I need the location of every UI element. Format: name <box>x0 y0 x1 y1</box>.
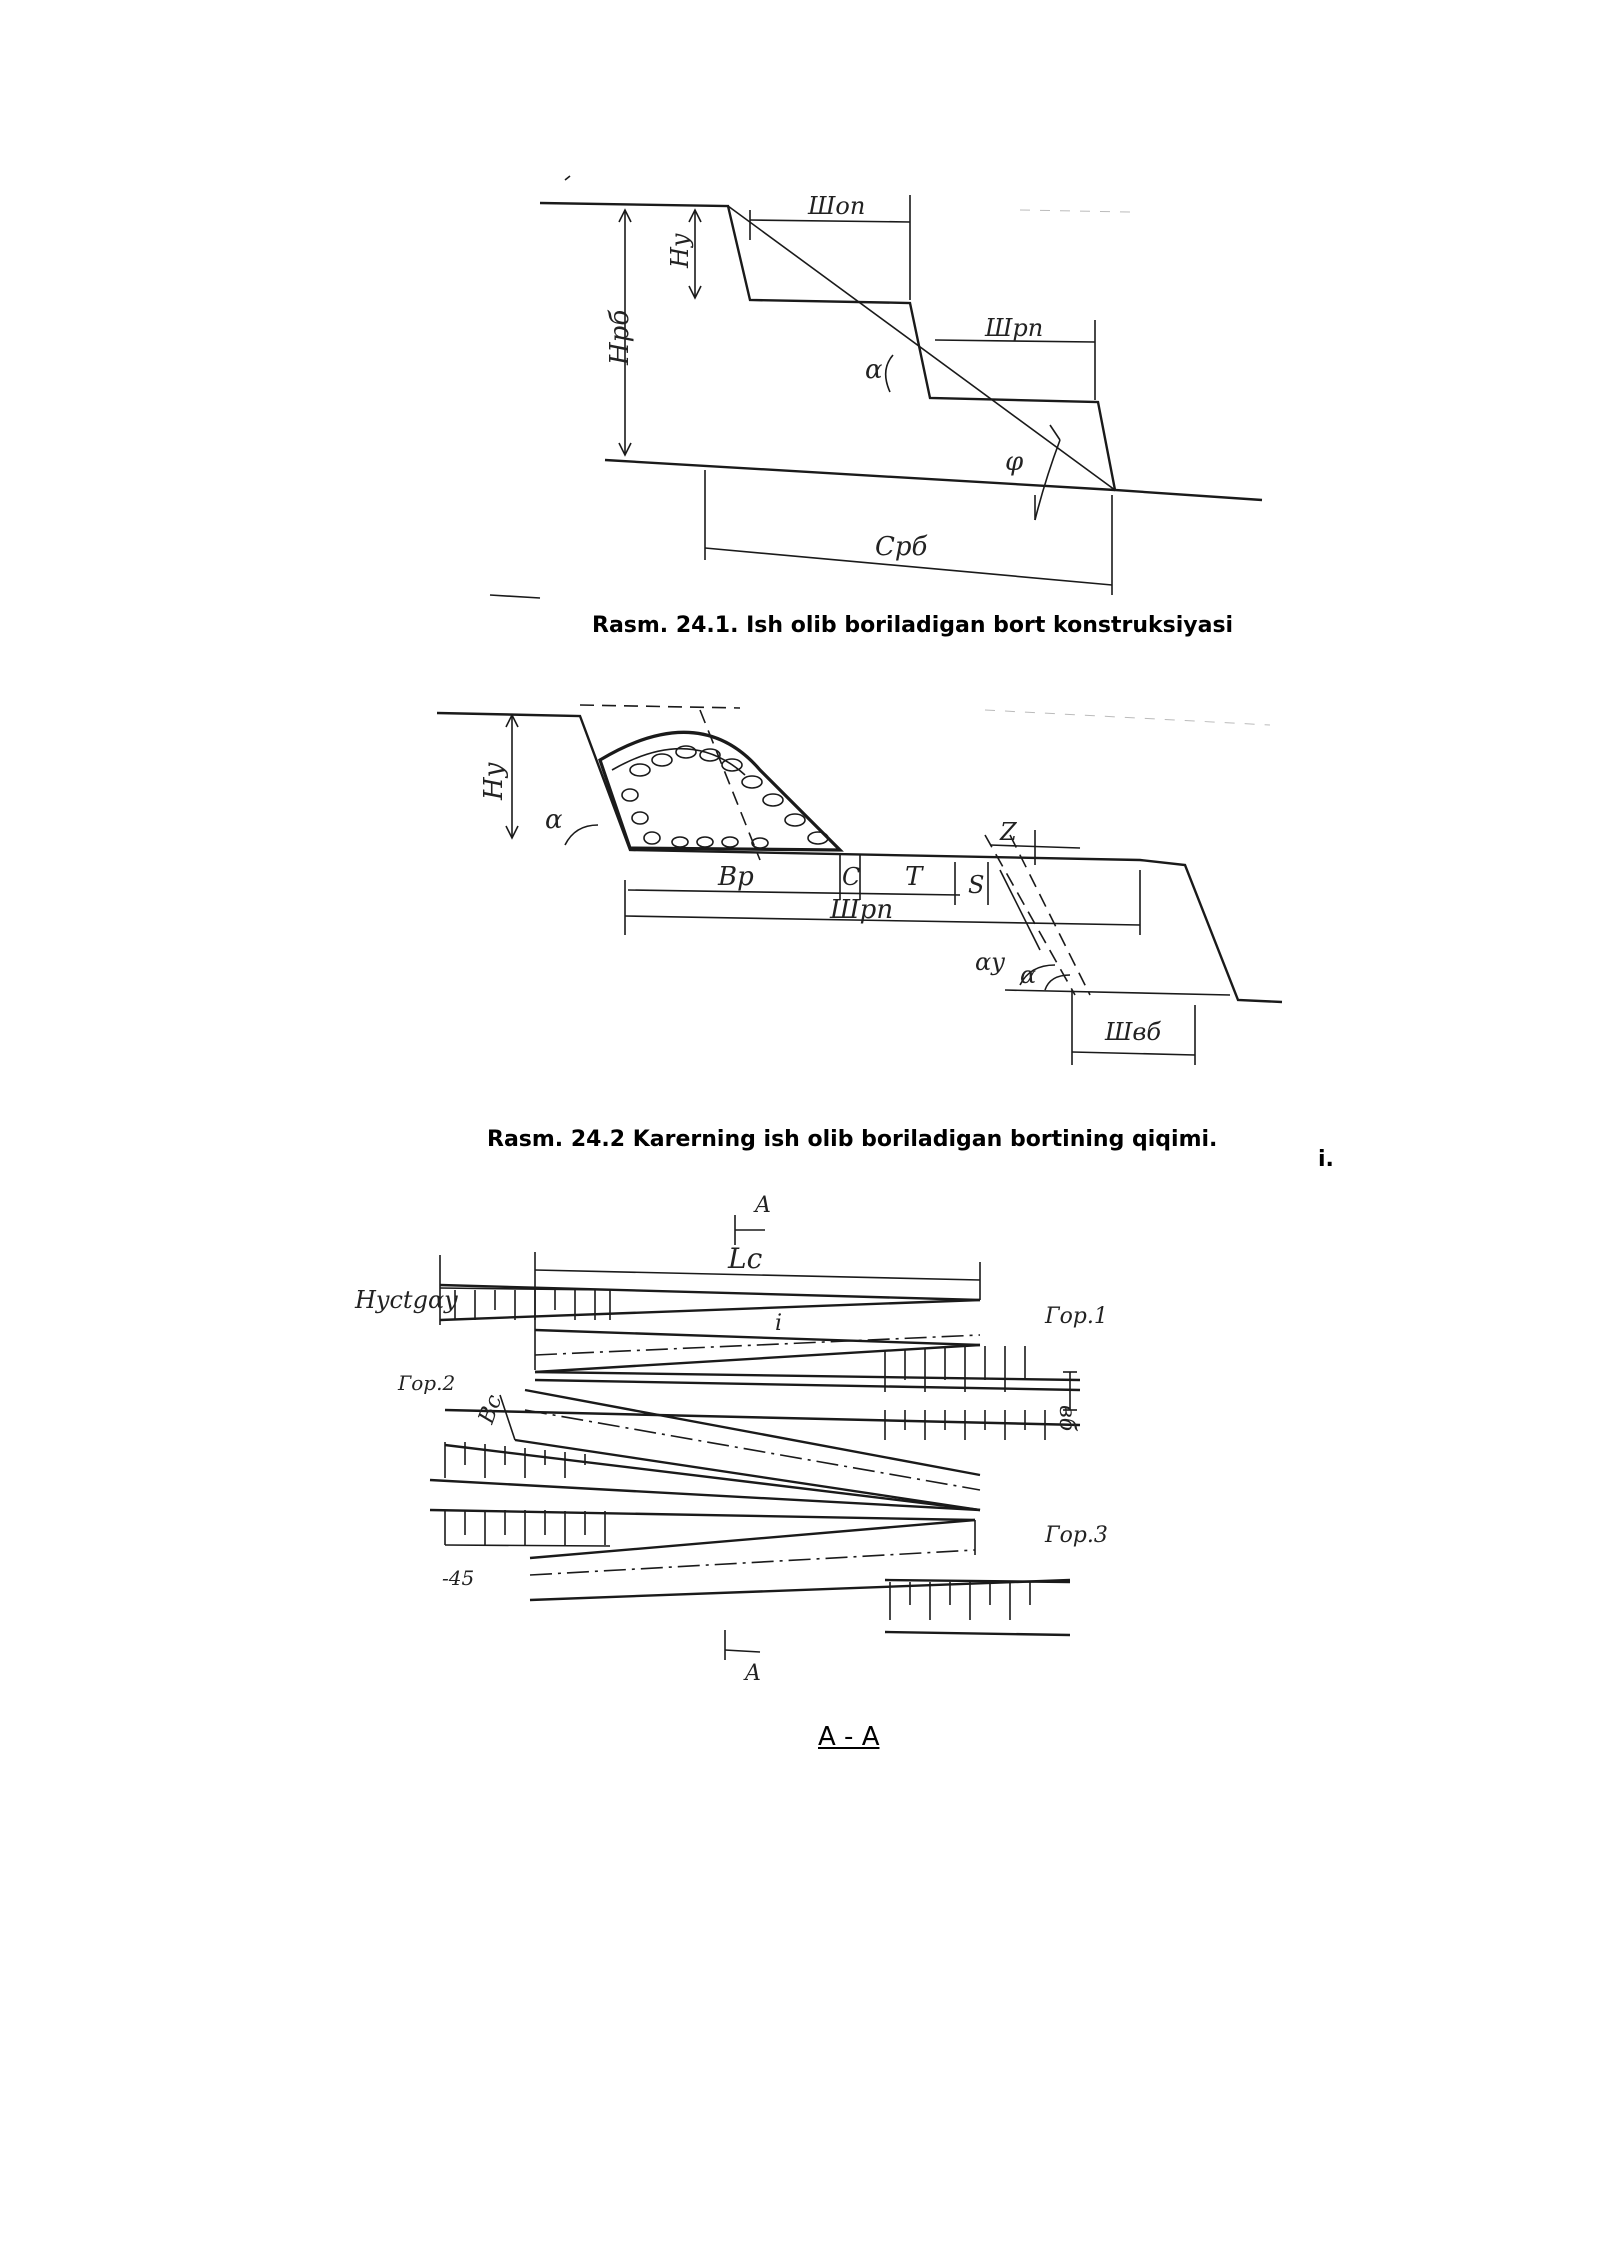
label-c: C <box>842 863 861 891</box>
label-vr: Вр <box>718 862 754 892</box>
label-gor2: Гор.2 <box>398 1371 456 1395</box>
label-i: i <box>775 1311 783 1336</box>
label-z: Z <box>1000 818 1017 846</box>
label-alpha-2: α <box>1020 961 1037 989</box>
stray-text: i. <box>1318 1147 1334 1172</box>
figure1-caption: Rasm. 24.1. Ish olib boriladigan bort konstruksiyasi <box>592 613 1234 638</box>
label-shrp: Шрп <box>830 895 894 925</box>
label-t: T <box>905 862 923 892</box>
label-s: S <box>968 871 985 899</box>
label-phi: φ <box>1005 447 1024 477</box>
figure3-caption: A - A <box>818 1722 880 1752</box>
slope-hatching <box>440 1255 1077 1620</box>
label-srb: Срб <box>875 532 928 562</box>
label-gor3: Гор.3 <box>1045 1523 1108 1548</box>
label-hy: Hy <box>479 762 509 800</box>
label-alpha: α <box>545 805 563 835</box>
label-vc: Вс <box>474 1391 508 1428</box>
label-shvb: Швб <box>1105 1018 1162 1046</box>
section-mark-a-bottom <box>725 1630 760 1660</box>
ramp-lines <box>430 1252 1080 1635</box>
label-shop: Шоп <box>808 192 866 220</box>
figure2-caption: Rasm. 24.2 Karerning ish olib boriladigan bortining qiqimi. <box>487 1127 1218 1152</box>
label-lc: Lc <box>728 1242 763 1275</box>
label-vb: вб <box>1054 1405 1079 1432</box>
label-shrp: Шрп <box>985 314 1044 342</box>
figure3-labels <box>354 1193 1108 1686</box>
label-hy: Hy <box>666 233 694 268</box>
label-hyctg: Hyctgαy <box>355 1286 458 1314</box>
label-hrb: Hрб <box>605 309 635 365</box>
label-minus45: -45 <box>442 1566 475 1590</box>
label-alpha: α <box>865 355 883 385</box>
label-gor1: Гор.1 <box>1045 1304 1108 1329</box>
section-mark-a-top <box>735 1215 765 1245</box>
label-a-bottom: A <box>745 1661 761 1686</box>
label-alpha-y: αу <box>975 948 1006 976</box>
label-a-top: A <box>755 1193 771 1218</box>
